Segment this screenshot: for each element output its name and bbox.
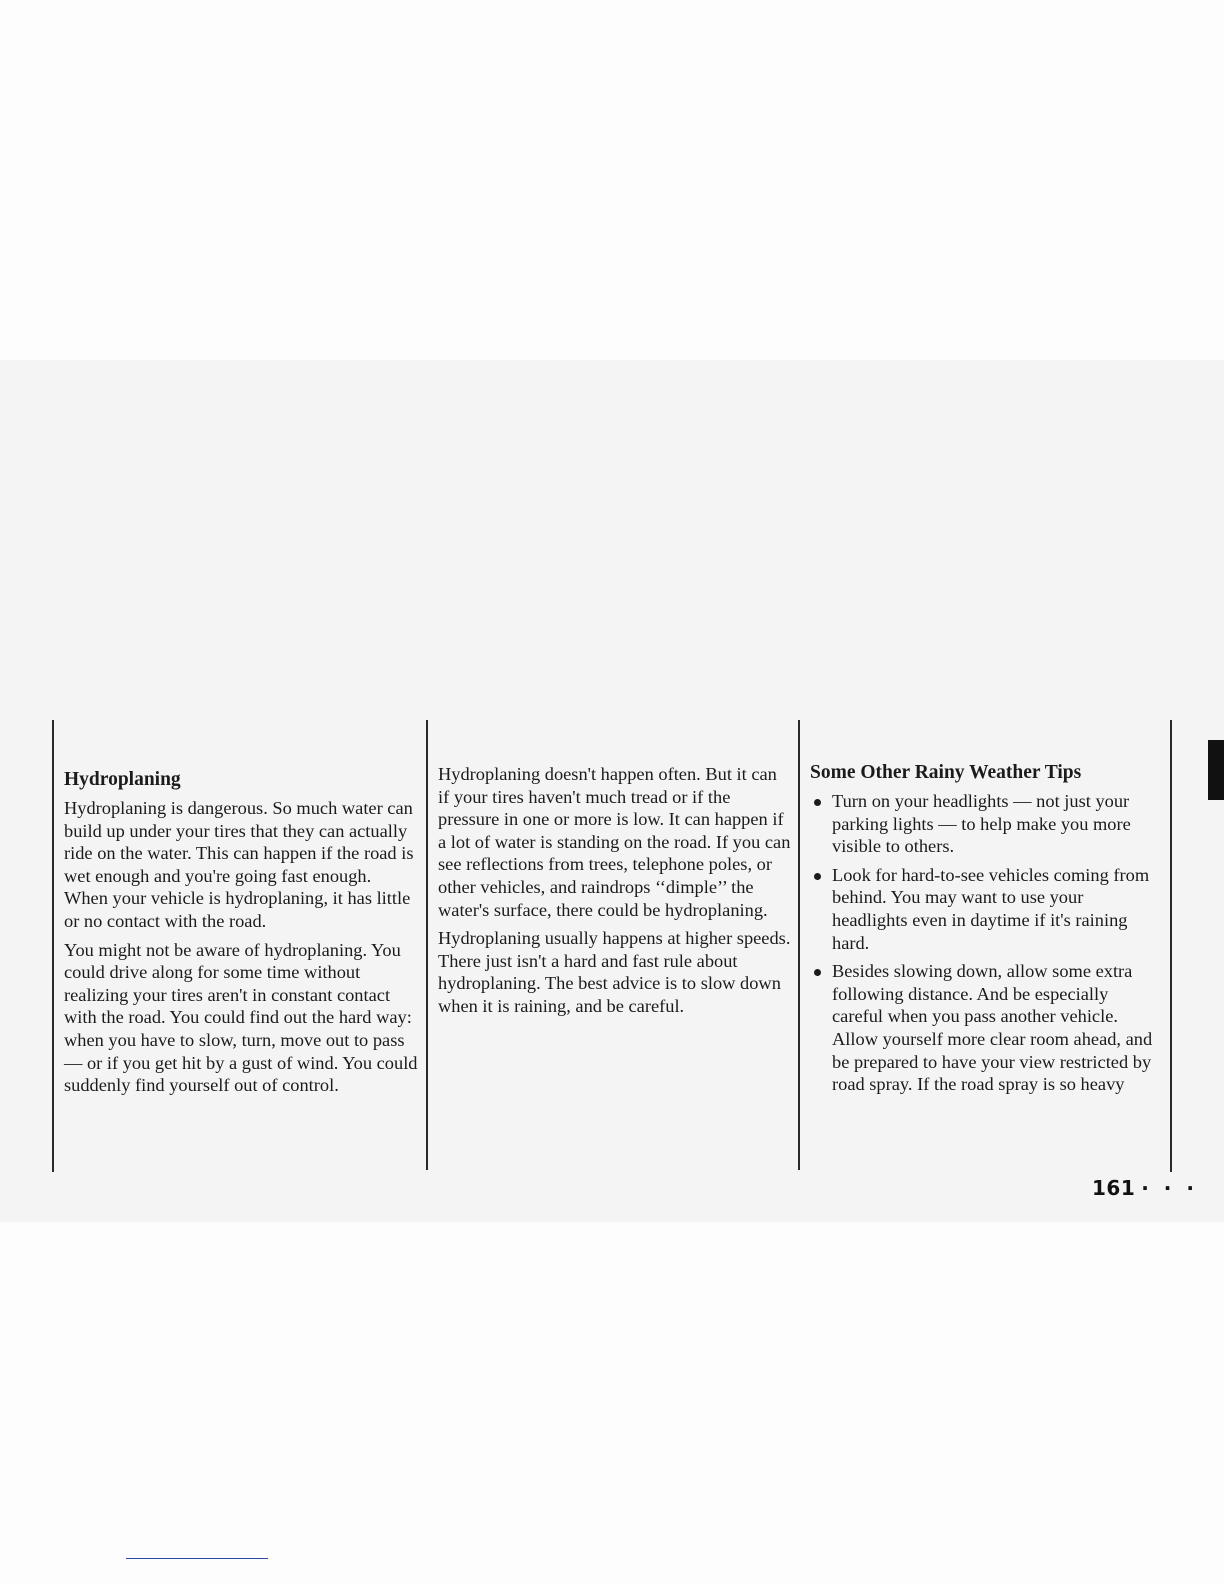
bullet-icon	[814, 799, 821, 806]
column-rule-left	[52, 720, 54, 1172]
paragraph: Hydroplaning usually happens at higher speeds. There just isn't a hard and fast rule about hydroplaning. The best advice is to slow down when it is raining, and be careful.	[438, 928, 791, 1016]
list-item	[810, 864, 1162, 954]
column-hydroplaning	[64, 768, 418, 1103]
section-heading-hydroplaning: Hydroplaning	[64, 769, 181, 790]
column-rule-middle-left	[426, 720, 428, 1170]
page-number: 161	[1092, 1176, 1136, 1200]
list-item-text: Look for hard-to-see vehicles coming from behind. You may want to use your headlights even in daytime if it's raining hard.	[832, 864, 1150, 953]
paragraph: Hydroplaning doesn't happen often. But it can if your tires haven't much tread or if the pressure in one or more is low. It can happen if a lot of water is standing on the road. If you can see reflections from trees, telephone poles, or other vehicles, and raindrops ‘‘dimple’’ the water's surface, there could be hydroplaning.	[438, 764, 791, 920]
list-item-text: Turn on your headlights — not just your parking lights — to help make you more visible to others.	[832, 791, 1131, 857]
column-rainy-weather-tips	[810, 761, 1162, 1102]
column-hydroplaning-continued	[438, 763, 792, 1024]
list-item	[810, 790, 1162, 858]
list-item-text: Besides slowing down, allow some extra following distance. And be especially careful when you pass another vehicle. Allow yourself more clear room ahead, and be prepared to have your view restricted by road spray. If the road spray is so heavy	[832, 961, 1153, 1095]
bullet-icon	[814, 873, 821, 880]
tips-list	[810, 790, 1162, 1096]
paragraph: Hydroplaning is dangerous. So much water can build up under your tires that they can actually ride on the water. This can happen if the road is wet enough and you're going fast enough. When your vehicle is hydroplaning, it has little or no contact with the road.	[64, 798, 414, 931]
paragraph: You might not be aware of hydroplaning. You could drive along for some time without realizing your tires aren't in constant contact with the road. You could find out the hard way: when you have to slow, turn, move out to pass — or if you get hit by a gust of wind. You could suddenly find yourself out of control.	[64, 939, 418, 1096]
link-underline	[126, 1558, 268, 1559]
section-tab-marker	[1208, 740, 1224, 800]
list-item	[810, 960, 1162, 1096]
page-footer	[1092, 1176, 1198, 1200]
column-rule-middle-right	[798, 720, 800, 1170]
section-heading-rainy-weather-tips: Some Other Rainy Weather Tips	[810, 762, 1082, 783]
bullet-icon	[814, 969, 821, 976]
continuation-dots: · · ·	[1141, 1176, 1198, 1200]
column-rule-right	[1170, 720, 1172, 1172]
